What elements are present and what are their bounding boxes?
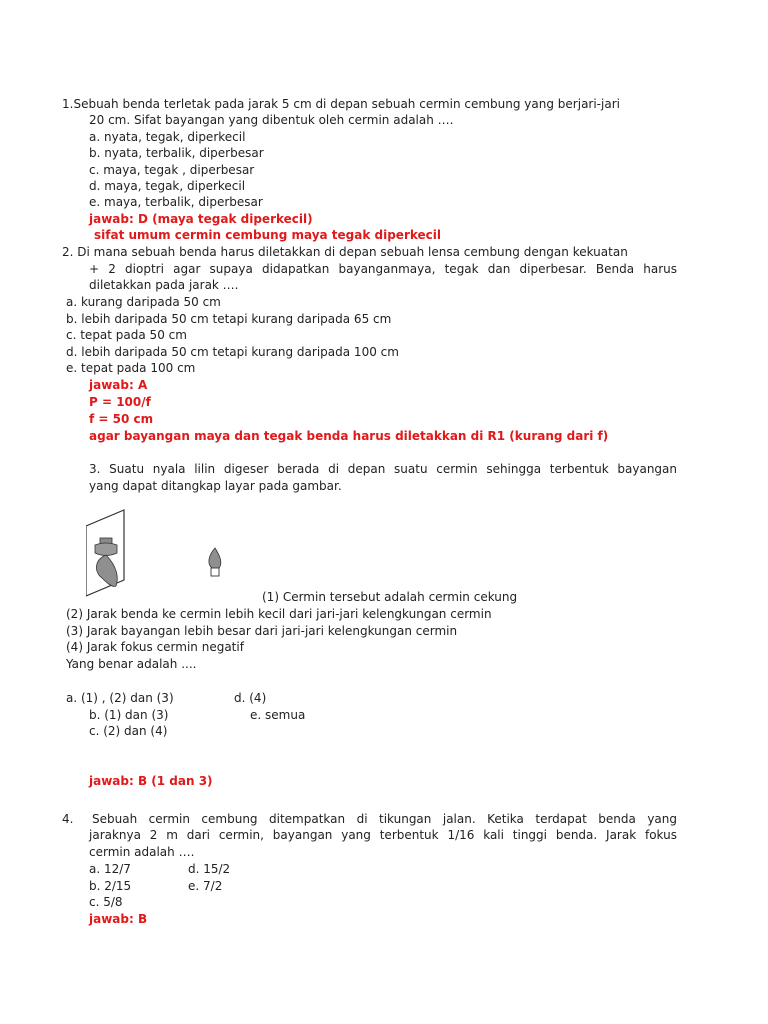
q4-option-e: e. 7/2 [188,879,223,893]
q3-option-e: e. semua [250,708,306,722]
q4-option-d: d. 15/2 [188,862,231,876]
q3-option-a: a. (1) , (2) dan (3) [66,691,174,705]
q2-formula-f: f = 50 cm [89,412,154,426]
q3-statement-2: (2) Jarak benda ke cermin lebih kecil dari jari-jari kelengkungan cermin [66,607,492,621]
candle-flame-icon [209,548,221,576]
q3-statement-1: (1) Cermin tersebut adalah cermin cekung [262,590,518,604]
q3-prompt: Yang benar adalah .... [66,657,197,671]
q4-option-c: c. 5/8 [89,895,123,909]
q2-line1: 2. Di mana sebuah benda harus diletakkan di depan sebuah lensa cembung dengan kekuatan [62,245,628,259]
q1-option-d: d. maya, tegak, diperkecil [89,179,246,193]
q4-option-a: a. 12/7 [89,862,131,876]
q2-formula-p: P = 100/f [89,395,151,409]
screen-image-icon [86,510,124,596]
q2-option-d: d. lebih daripada 50 cm tetapi kurang daripada 100 cm [66,345,399,359]
q3-option-b: b. (1) dan (3) [89,708,169,722]
q2-explanation: agar bayangan maya dan tegak benda harus diletakkan di R1 (kurang dari f) [89,429,609,443]
q1-note: sifat umum cermin cembung maya tegak diperkecil [94,228,442,242]
q2-answer: jawab: A [89,378,148,392]
q1-line1: 1.Sebuah benda terletak pada jarak 5 cm di depan sebuah cermin cembung yang berjari-jari [62,97,620,111]
q3-answer: jawab: B (1 dan 3) [89,774,213,788]
q2-option-c: c. tepat pada 50 cm [66,328,187,342]
q2-line2: + 2 dioptri agar supaya didapatkan bayanganmaya, tegak dan diperbesar. Benda harus [89,262,677,276]
q3-statement-4: (4) Jarak fokus cermin negatif [66,640,244,654]
q1-option-c: c. maya, tegak , diperbesar [89,163,255,177]
q4-line1: Sebuah cermin cembung ditempatkan di tikungan jalan. Ketika terdapat benda yang [92,812,677,826]
q3-option-d: d. (4) [234,691,267,705]
q1-option-a: a. nyata, tegak, diperkecil [89,130,246,144]
q3-line1: 3. Suatu nyala lilin digeser berada di depan suatu cermin sehingga terbentuk bayangan [89,462,677,476]
q3-line2: yang dapat ditangkap layar pada gambar. [89,479,342,493]
q4-line2: jaraknya 2 m dari cermin, bayangan yang terbentuk 1/16 kali tinggi benda. Jarak fokus [89,828,677,842]
q2-option-a: a. kurang daripada 50 cm [66,295,221,309]
q1-answer: jawab: D (maya tegak diperkecil) [89,212,313,226]
q2-line3: diletakkan pada jarak …. [89,278,239,292]
q4-line3: cermin adalah …. [89,845,195,859]
q4-answer: jawab: B [89,912,148,926]
mirror-candle-figure [86,508,236,598]
q1-option-b: b. nyata, terbalik, diperbesar [89,146,264,160]
q2-option-b: b. lebih daripada 50 cm tetapi kurang daripada 65 cm [66,312,392,326]
q1-line2: 20 cm. Sifat bayangan yang dibentuk oleh cermin adalah …. [89,113,454,127]
q2-option-e: e. tepat pada 100 cm [66,361,196,375]
q4-option-b: b. 2/15 [89,879,132,893]
q3-statement-3: (3) Jarak bayangan lebih besar dari jari-jari kelengkungan cermin [66,624,458,638]
q1-option-e: e. maya, terbalik, diperbesar [89,195,263,209]
q3-option-c: c. (2) dan (4) [89,724,168,738]
q4-number: 4. [62,812,74,826]
